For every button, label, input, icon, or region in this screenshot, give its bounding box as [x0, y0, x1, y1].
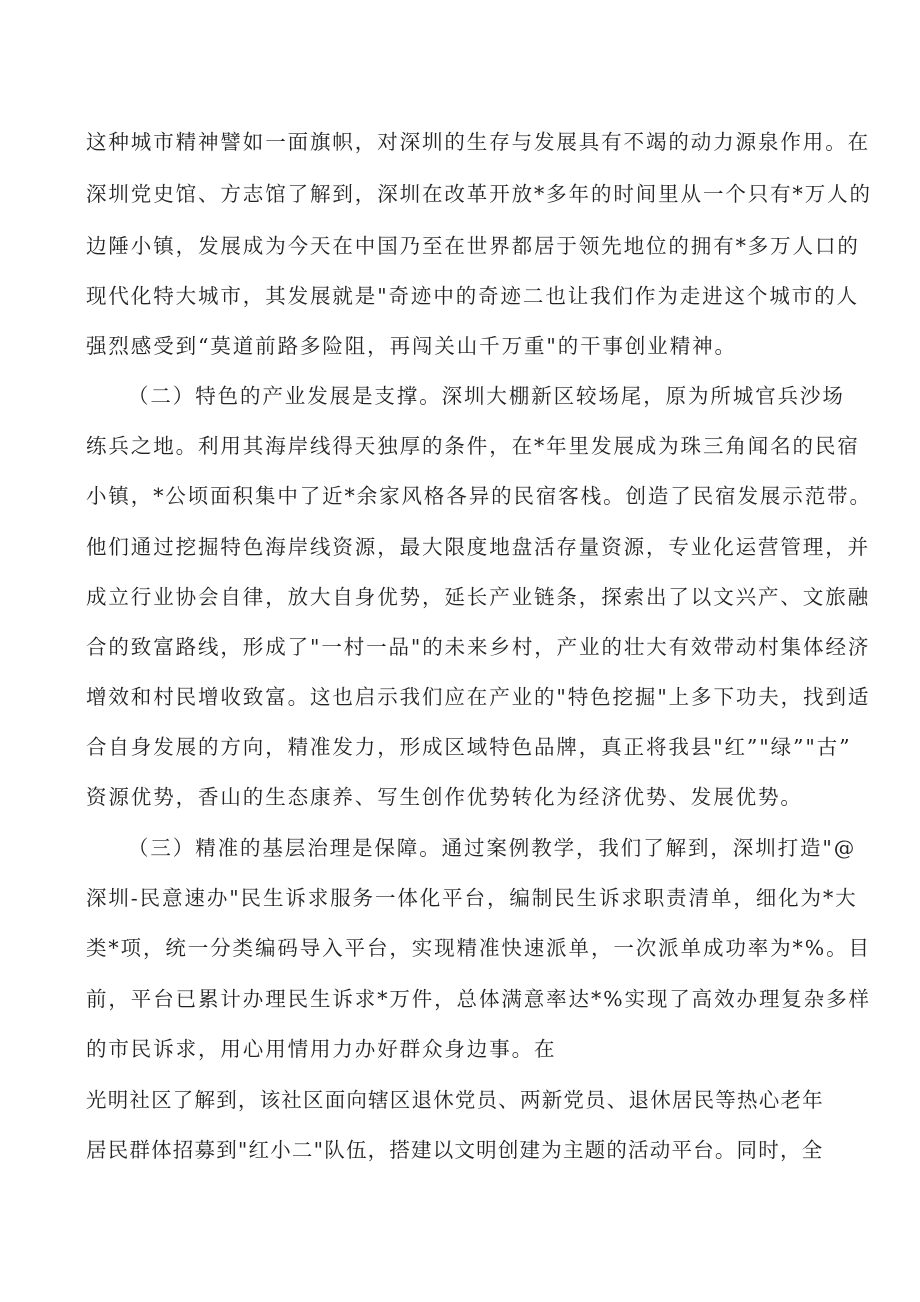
text-line: 类*项，统一分类编码导入平台，实现精准快速派单，一次派单成功率为*%。目 — [86, 936, 871, 960]
text-line: 增效和村民增收致富。这也启示我们应在产业的"特色挖掘"上多下功夫，找到适 — [86, 685, 871, 709]
text-line: 他们通过挖掘特色海岸线资源，最大限度地盘活存量资源，专业化运营管理，并 — [86, 535, 870, 559]
text-line: 这种城市精神譬如一面旗帜，对深圳的生存与发展具有不竭的动力源泉作用。在 — [86, 130, 870, 154]
text-line: 现代化特大城市，其发展就是"奇迹中的奇迹二也让我们作为走进这个城市的人 — [86, 284, 859, 308]
paragraph-heading-3: （三）精准的基层治理是保障。通过案例教学，我们了解到，深圳打造"@ — [128, 836, 857, 860]
text-line: 光明社区了解到，该社区面向辖区退休党员、两新党员、退休居民等热心老年 — [86, 1088, 824, 1112]
text-line: 合的致富路线，形成了"一村一品"的未来乡村，产业的壮大有效带动村集体经济 — [86, 635, 871, 659]
text-line: 资源优势，香山的生态康养、写生创作优势转化为经济优势、发展优势。 — [86, 785, 803, 809]
text-line: 居民群体招募到"红小二"队伍，搭建以文明创建为主题的活动平台。同时，全 — [86, 1138, 824, 1162]
text-line: 练兵之地。利用其海岸线得天独厚的条件，在*年里发展成为珠三角闻名的民宿 — [86, 434, 860, 458]
text-line: 前，平台已累计办理民生诉求*万件，总体满意率达*%实现了高效办理复杂多样 — [86, 987, 871, 1011]
text-line: 成立行业协会自律，放大自身优势，延长产业链条，探索出了以文兴产、文旅融 — [86, 585, 870, 609]
text-line: 深圳党史馆、方志馆了解到，深圳在改革开放*多年的时间里从一个只有*万人的 — [86, 182, 872, 206]
text-line: 边陲小镇，发展成为今天在中国乃至在世界都居于领先地位的拥有*多万人口的 — [86, 234, 860, 258]
paragraph-heading-2: （二）特色的产业发展是支撑。深圳大棚新区较场尾，原为所城官兵沙场 — [128, 384, 845, 408]
text-line: 的市民诉求，用心用情用力办好群众身边事。在 — [86, 1037, 557, 1061]
text-line: 深圳-民意速办"民生诉求服务一体化平台，编制民生诉求职责清单，细化为*大 — [86, 886, 858, 910]
text-line: 强烈感受到“莫道前路多险阻，再闯关山千万重"的干事创业精神。 — [86, 334, 737, 358]
text-line: 小镇，*公顷面积集中了近*余家风格各异的民宿客栈。创造了民宿发展示范带。 — [86, 484, 872, 508]
text-line: 合自身发展的方向，精准发力，形成区域特色品牌，真正将我县"红”"绿”"古” — [86, 735, 852, 759]
